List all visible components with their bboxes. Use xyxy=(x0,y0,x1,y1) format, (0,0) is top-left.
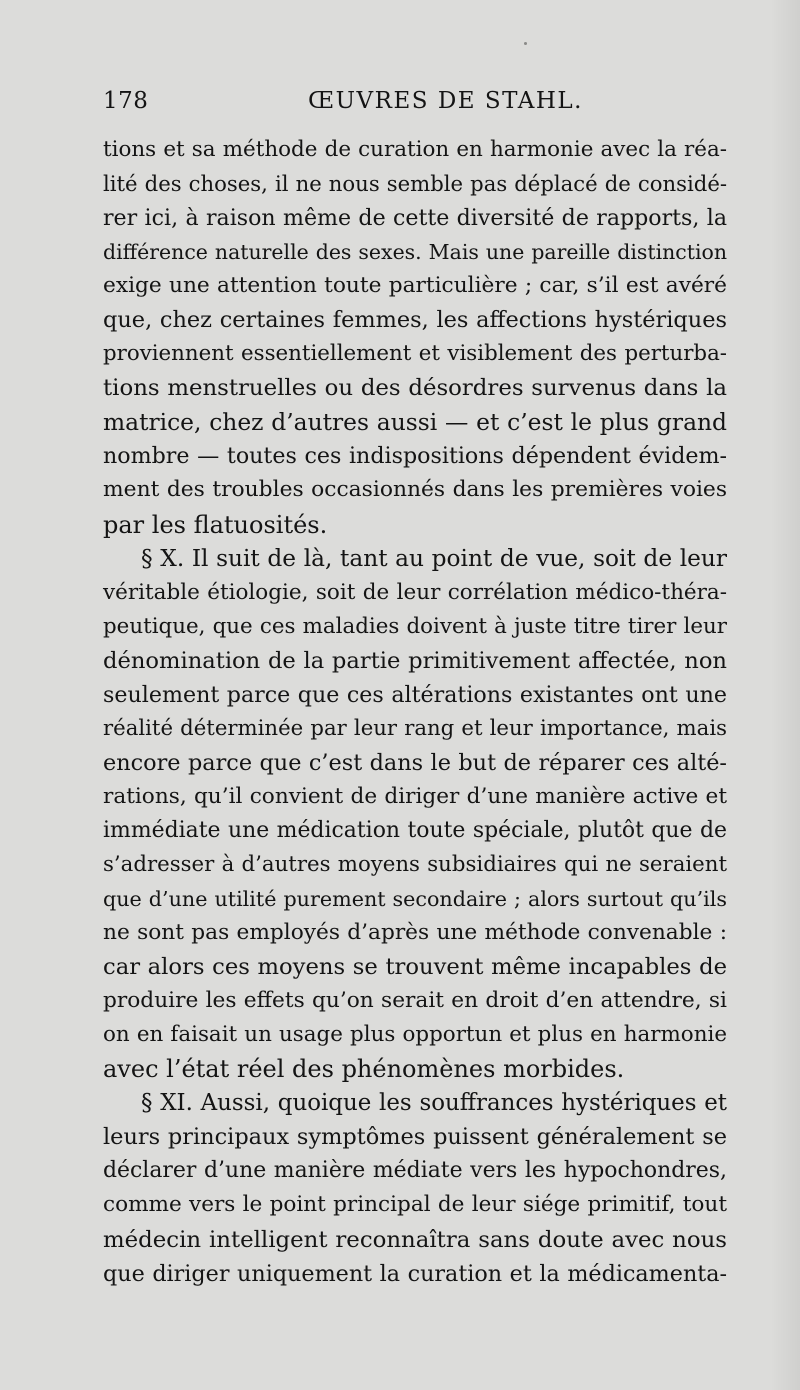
text-line: ne sont pas employés d’après une méthode convenable : xyxy=(103,920,727,946)
text-line: peutique, que ces maladies doivent à juste titre tirer leur xyxy=(103,613,727,639)
text-line: leurs principaux symptômes puissent généralement se xyxy=(103,1124,727,1151)
text-line: rations, qu’il convient de diriger d’une manière active et xyxy=(103,783,727,809)
text-line: dénomination de la partie primitivement affectée, non xyxy=(103,647,727,674)
text-line: on en faisait un usage plus opportun et plus en harmonie xyxy=(103,1022,727,1048)
page-number: 178 xyxy=(103,88,149,114)
text-line: que, chez certaines femmes, les affections hystériques xyxy=(103,307,727,334)
section-heading-line: § X. Il suit de là, tant au point de vue, soit de leur xyxy=(141,544,727,572)
text-line: s’adresser à d’autres moyens subsidiaires qui ne seraient xyxy=(103,851,727,877)
text-line: nombre — toutes ces indispositions dépendent évidem- xyxy=(103,443,727,470)
text-line: encore parce que c’est dans le but de réparer ces alté- xyxy=(103,749,727,776)
section-heading-line: § XI. Aussi, quoique les souffrances hystériques et xyxy=(141,1090,727,1117)
text-line: ment des troubles occasionnés dans les premières voies xyxy=(103,477,727,503)
text-line: que d’une utilité purement secondaire ; alors surtout qu’ils xyxy=(103,887,727,912)
text-line: rer ici, à raison même de cette diversité de rapports, la xyxy=(103,205,727,232)
text-line: proviennent essentiellement et visiblement des perturba- xyxy=(103,341,727,367)
text-line: matrice, chez d’autres aussi — et c’est le plus grand xyxy=(103,408,727,437)
paper-speck xyxy=(524,42,527,45)
text-line: lité des choses, il ne nous semble pas déplacé de considé- xyxy=(103,171,727,197)
text-line: car alors ces moyens se trouvent même incapables de xyxy=(103,954,727,981)
body-text xyxy=(103,133,727,1291)
text-line: immédiate une médication toute spéciale, plutôt que de xyxy=(103,817,727,843)
text-line: que diriger uniquement la curation et la médicamenta- xyxy=(103,1260,727,1287)
text-line: véritable étiologie, soit de leur corrélation médico-théra- xyxy=(103,579,727,605)
text-line: avec l’état réel des phénomènes morbides. xyxy=(103,1055,625,1084)
text-line: produire les effets qu’on serait en droit d’en attendre, si xyxy=(103,988,727,1014)
text-line: différence naturelle des sexes. Mais une pareille distinction xyxy=(103,240,727,265)
text-line: exige une attention toute particulière ; car, s’il est avéré xyxy=(103,273,727,299)
page-header xyxy=(103,88,723,128)
text-line: tions et sa méthode de curation en harmonie avec la réa- xyxy=(103,137,727,162)
text-line: médecin intelligent reconnaîtra sans doute avec nous xyxy=(103,1226,727,1253)
text-line: par les flatuosités. xyxy=(103,510,328,539)
running-title: ŒUVRES DE STAHL. xyxy=(308,88,583,114)
text-line: déclarer d’une manière médiate vers les hypochondres, xyxy=(103,1158,727,1184)
text-line: réalité déterminée par leur rang et leur importance, mais xyxy=(103,715,727,741)
page-edge-shadow xyxy=(770,0,800,1390)
text-line: comme vers le point principal de leur siége primitif, tout xyxy=(103,1192,727,1218)
text-line: seulement parce que ces altérations existantes ont une xyxy=(103,681,727,708)
text-line: tions menstruelles ou des désordres survenus dans la xyxy=(103,375,727,402)
